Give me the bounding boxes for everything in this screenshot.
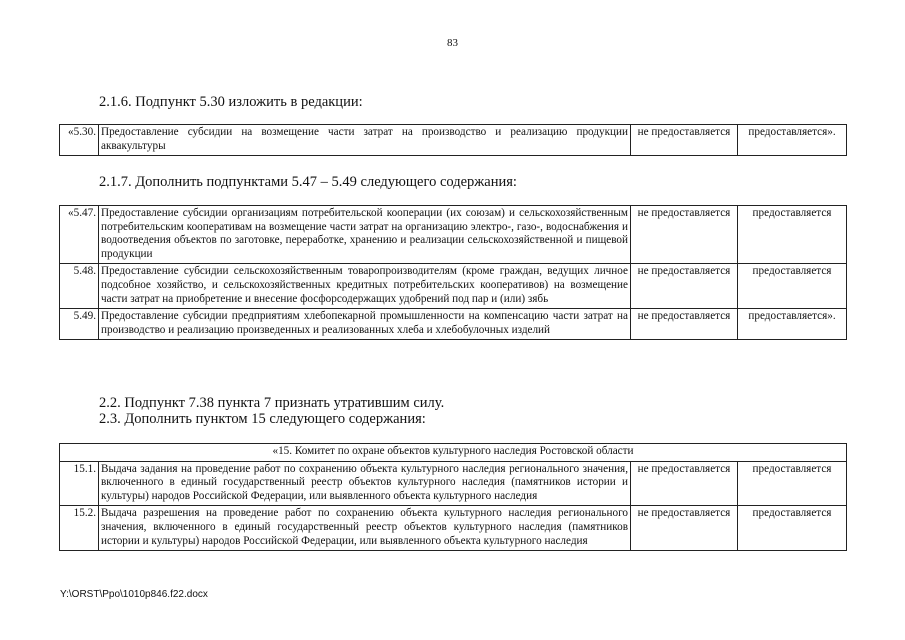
table-header-row [60, 444, 847, 462]
footer-file-path: Y:\ORST\Ppo\1010p846.f22.docx [60, 589, 208, 600]
paragraph-2-2: 2.2. Подпункт 7.38 пункта 7 признать утратившим силу. [99, 395, 445, 411]
row-number: «5.30. [60, 125, 99, 156]
row-status-first: не предоставляется [631, 125, 738, 156]
table-row [60, 461, 847, 506]
row-status-first: не предоставляется [631, 264, 738, 309]
row-description: Выдача задания на проведение работ по сохранению объекта культурного наследия регионального значения, включенного в единый государственный реестр объектов культурного наследия (памятников истории и культуры) народов Российской Федерации, или выявленного объекта культурного наследия [99, 461, 631, 506]
row-number: 15.2. [60, 506, 99, 551]
row-status-second: предоставляется [738, 264, 847, 309]
row-status-second: предоставляется [738, 506, 847, 551]
row-number: 5.48. [60, 264, 99, 309]
row-status-first: не предоставляется [631, 309, 738, 340]
row-description: Выдача разрешения на проведение работ по сохранению объекта культурного наследия регионального значения, включенного в единый государственный реестр объектов культурного наследия (памятников истории и культуры) народов Российской Федерации, или выявленного объекта культурного наследия [99, 506, 631, 551]
row-status-first: не предоставляется [631, 206, 738, 264]
paragraph-2-1-7: 2.1.7. Дополнить подпунктами 5.47 – 5.49 следующего содержания: [99, 174, 517, 190]
table-row [60, 309, 847, 340]
row-number: 5.49. [60, 309, 99, 340]
row-status-second: предоставляется [738, 461, 847, 506]
row-status-second: предоставляется». [738, 309, 847, 340]
section-header: «15. Комитет по охране объектов культурного наследия Ростовской области [60, 444, 847, 462]
table-subitems-5-47-5-49 [59, 205, 847, 340]
table-row [60, 206, 847, 264]
table-row [60, 264, 847, 309]
table-subitem-5-30 [59, 124, 847, 156]
row-status-first: не предоставляется [631, 506, 738, 551]
row-number: 15.1. [60, 461, 99, 506]
page-number: 83 [447, 37, 458, 49]
row-status-first: не предоставляется [631, 461, 738, 506]
table-row [60, 125, 847, 156]
row-description: Предоставление субсидии организациям потребительской кооперации (их союзам) и сельскохозяйственным потребительским кооперативам на возмещение части затрат на организацию электро-, газо-, водоснабжения и водоотведения объектов по заготовке, переработке, хранению и реализации сельскохозяйственной и пищевой продукции [99, 206, 631, 264]
row-status-second: предоставляется». [738, 125, 847, 156]
row-description: Предоставление субсидии сельскохозяйственным товаропроизводителям (кроме граждан, ведущих личное подсобное хозяйство, и сельскохозяйственных кредитных потребительских кооперативов) на возмещение части затрат на приобретение и внесение фосфорсодержащих удобрений под пар и (или) зябь [99, 264, 631, 309]
table-item-15 [59, 443, 847, 551]
row-status-second: предоставляется [738, 206, 847, 264]
row-description: Предоставление субсидии предприятиям хлебопекарной промышленности на компенсацию части затрат на производство и реализацию произведенных и реализованных хлеба и хлебобулочных изделий [99, 309, 631, 340]
row-number: «5.47. [60, 206, 99, 264]
table-row [60, 506, 847, 551]
paragraph-2-1-6: 2.1.6. Подпункт 5.30 изложить в редакции: [99, 94, 363, 110]
row-description: Предоставление субсидии на возмещение части затрат на производство и реализацию продукции аквакультуры [99, 125, 631, 156]
paragraph-2-3: 2.3. Дополнить пунктом 15 следующего содержания: [99, 411, 426, 427]
